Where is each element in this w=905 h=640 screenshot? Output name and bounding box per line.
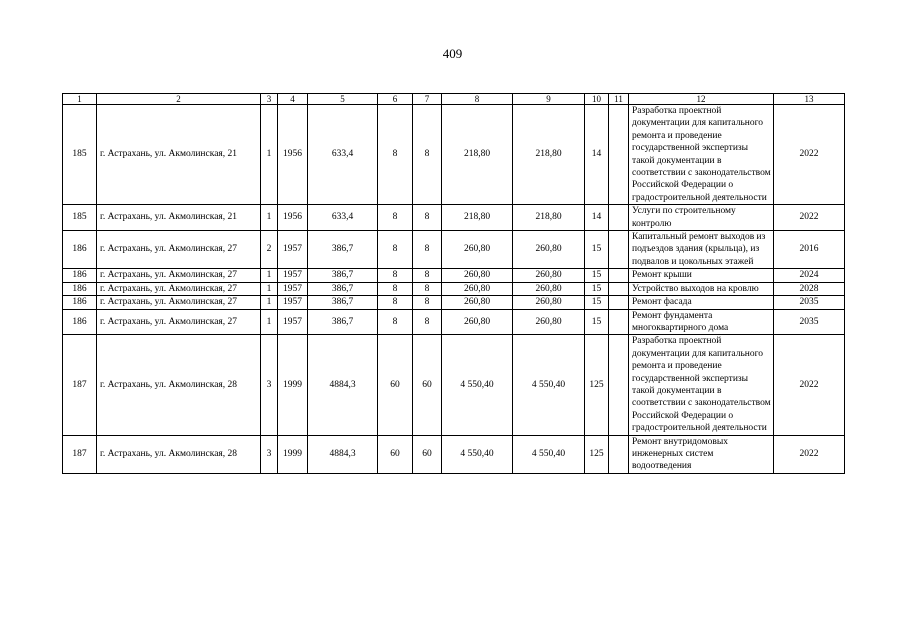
col8-cell: 4 550,40 [442,335,513,435]
col8-cell: 218,80 [442,205,513,231]
work-type-cell: Ремонт фундамента многоквартирного дома [629,309,774,335]
column-header: 1 [63,94,97,105]
col7-cell: 60 [413,435,442,473]
year-planned-cell: 2016 [774,231,845,269]
year-planned-cell: 2022 [774,435,845,473]
col9-cell: 4 550,40 [513,435,585,473]
table-row [63,269,845,282]
column-header: 11 [609,94,629,105]
area-cell: 386,7 [308,269,378,282]
row-number-cell: 187 [63,435,97,473]
row-number-cell: 185 [63,205,97,231]
col7-cell: 8 [413,309,442,335]
col11-cell [609,231,629,269]
area-cell: 386,7 [308,309,378,335]
col6-cell: 8 [378,309,413,335]
col7-cell: 60 [413,335,442,435]
year-planned-cell: 2022 [774,105,845,205]
year-planned-cell: 2035 [774,309,845,335]
area-cell: 4884,3 [308,435,378,473]
table-row [63,309,845,335]
year-cell: 1957 [278,309,308,335]
col10-cell: 14 [585,105,609,205]
address-cell: г. Астрахань, ул. Акмолинская, 21 [97,105,261,205]
col3-cell: 1 [261,269,278,282]
column-header: 6 [378,94,413,105]
work-type-cell: Ремонт внутридомовых инженерных систем водоотведения [629,435,774,473]
capital-repair-table [62,93,845,474]
column-header: 9 [513,94,585,105]
area-cell: 386,7 [308,296,378,309]
col6-cell: 8 [378,105,413,205]
table-row [63,105,845,205]
col6-cell: 60 [378,335,413,435]
column-header: 4 [278,94,308,105]
area-cell: 386,7 [308,231,378,269]
work-type-cell: Разработка проектной документации для капитального ремонта и проведение государственной экспертизы такой документации в соответствии с законодательством Российской Федерации о градостроительной деятельности [629,105,774,205]
year-cell: 1957 [278,269,308,282]
col7-cell: 8 [413,269,442,282]
col9-cell: 218,80 [513,205,585,231]
col11-cell [609,269,629,282]
address-cell: г. Астрахань, ул. Акмолинская, 28 [97,335,261,435]
table-row [63,231,845,269]
year-cell: 1957 [278,282,308,295]
col9-cell: 4 550,40 [513,335,585,435]
table-row [63,282,845,295]
row-number-cell: 187 [63,335,97,435]
col10-cell: 15 [585,282,609,295]
col9-cell: 260,80 [513,296,585,309]
table-row [63,296,845,309]
address-cell: г. Астрахань, ул. Акмолинская, 27 [97,269,261,282]
col8-cell: 4 550,40 [442,435,513,473]
col3-cell: 1 [261,309,278,335]
col11-cell [609,105,629,205]
col8-cell: 260,80 [442,296,513,309]
address-cell: г. Астрахань, ул. Акмолинская, 27 [97,309,261,335]
col8-cell: 218,80 [442,105,513,205]
col3-cell: 1 [261,296,278,309]
col8-cell: 260,80 [442,231,513,269]
col11-cell [609,205,629,231]
col8-cell: 260,80 [442,269,513,282]
table-row [63,205,845,231]
col3-cell: 3 [261,435,278,473]
row-number-cell: 186 [63,231,97,269]
work-type-cell: Услуги по строительному контролю [629,205,774,231]
col10-cell: 15 [585,309,609,335]
address-cell: г. Астрахань, ул. Акмолинская, 27 [97,231,261,269]
header-row [63,94,845,105]
col6-cell: 8 [378,282,413,295]
col10-cell: 14 [585,205,609,231]
col6-cell: 8 [378,269,413,282]
area-cell: 4884,3 [308,335,378,435]
col10-cell: 125 [585,435,609,473]
column-header: 10 [585,94,609,105]
work-type-cell: Капитальный ремонт выходов из подъездов здания (крыльца), из подвалов и цокольных этажей [629,231,774,269]
year-planned-cell: 2022 [774,205,845,231]
col11-cell [609,282,629,295]
col11-cell [609,309,629,335]
page-number: 409 [442,46,463,61]
column-header: 3 [261,94,278,105]
column-header: 8 [442,94,513,105]
col11-cell [609,296,629,309]
year-planned-cell: 2024 [774,269,845,282]
col9-cell: 260,80 [513,269,585,282]
work-type-cell: Устройство выходов на кровлю [629,282,774,295]
col7-cell: 8 [413,231,442,269]
col10-cell: 15 [585,269,609,282]
work-type-cell: Ремонт фасада [629,296,774,309]
row-number-cell: 185 [63,105,97,205]
col10-cell: 15 [585,296,609,309]
year-planned-cell: 2035 [774,296,845,309]
col3-cell: 2 [261,231,278,269]
col7-cell: 8 [413,205,442,231]
row-number-cell: 186 [63,282,97,295]
col7-cell: 8 [413,296,442,309]
table-row [63,435,845,473]
address-cell: г. Астрахань, ул. Акмолинская, 27 [97,282,261,295]
col8-cell: 260,80 [442,282,513,295]
column-header: 5 [308,94,378,105]
column-header: 2 [97,94,261,105]
col11-cell [609,335,629,435]
area-cell: 633,4 [308,105,378,205]
year-cell: 1957 [278,231,308,269]
year-cell: 1957 [278,296,308,309]
year-planned-cell: 2022 [774,335,845,435]
column-header: 12 [629,94,774,105]
year-cell: 1956 [278,105,308,205]
year-cell: 1956 [278,205,308,231]
row-number-cell: 186 [63,269,97,282]
area-cell: 633,4 [308,205,378,231]
table-row [63,335,845,435]
col10-cell: 125 [585,335,609,435]
col7-cell: 8 [413,282,442,295]
year-cell: 1999 [278,435,308,473]
column-header: 7 [413,94,442,105]
col6-cell: 8 [378,296,413,309]
col9-cell: 218,80 [513,105,585,205]
col3-cell: 1 [261,105,278,205]
col6-cell: 8 [378,231,413,269]
address-cell: г. Астрахань, ул. Акмолинская, 28 [97,435,261,473]
col3-cell: 3 [261,335,278,435]
col9-cell: 260,80 [513,309,585,335]
col6-cell: 8 [378,205,413,231]
col8-cell: 260,80 [442,309,513,335]
col7-cell: 8 [413,105,442,205]
row-number-cell: 186 [63,296,97,309]
col3-cell: 1 [261,205,278,231]
col6-cell: 60 [378,435,413,473]
col3-cell: 1 [261,282,278,295]
area-cell: 386,7 [308,282,378,295]
col10-cell: 15 [585,231,609,269]
address-cell: г. Астрахань, ул. Акмолинская, 21 [97,205,261,231]
year-cell: 1999 [278,335,308,435]
year-planned-cell: 2028 [774,282,845,295]
col9-cell: 260,80 [513,282,585,295]
column-header: 13 [774,94,845,105]
col11-cell [609,435,629,473]
address-cell: г. Астрахань, ул. Акмолинская, 27 [97,296,261,309]
work-type-cell: Ремонт крыши [629,269,774,282]
row-number-cell: 186 [63,309,97,335]
col9-cell: 260,80 [513,231,585,269]
work-type-cell: Разработка проектной документации для капитального ремонта и проведение государственной экспертизы такой документации в соответствии с законодательством Российской Федерации о градостроительной деятельности [629,335,774,435]
